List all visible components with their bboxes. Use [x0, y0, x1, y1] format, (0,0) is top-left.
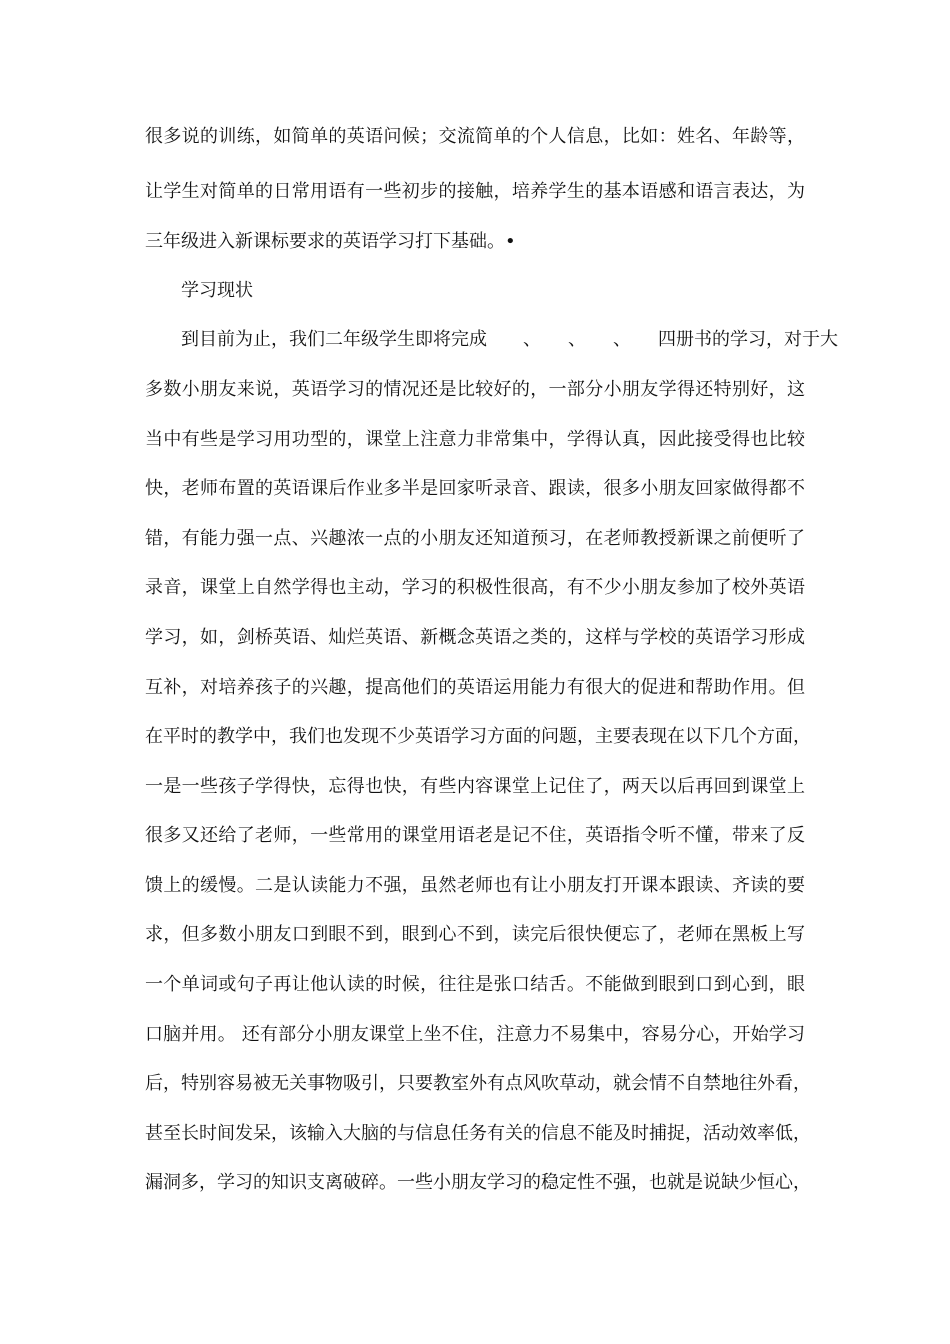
paragraph-line: 一个单词或句子再让他认读的时候，往往是张口结舌。不能做到眼到口到心到，眼 [145, 974, 805, 995]
paragraph-line: 学习，如，剑桥英语、灿烂英语、新概念英语之类的，这样与学校的英语学习形成 [145, 627, 805, 648]
paragraph-line: 到目前为止，我们二年级学生即将完成 、 、 、 四册书的学习，对于大 [181, 329, 838, 350]
paragraph-line: 互补，对培养孩子的兴趣，提高他们的英语运用能力有很大的促进和帮助作用。但 [145, 677, 805, 698]
paragraph-line: 当中有些是学习用功型的，课堂上注意力非常集中，学得认真，因此接受得也比较 [145, 429, 805, 450]
paragraph-line: 漏洞多，学习的知识支离破碎。一些小朋友学习的稳定性不强，也就是说缺少恒心， [145, 1172, 811, 1193]
section-heading: 学习现状 [181, 280, 253, 301]
paragraph-line: 在平时的教学中，我们也发现不少英语学习方面的问题，主要表现在以下几个方面， [145, 726, 811, 747]
paragraph-line: 让学生对简单的日常用语有一些初步的接触，培养学生的基本语感和语言表达，为 [145, 181, 805, 202]
paragraph-line: 口脑并用。 还有部分小朋友课堂上坐不住，注意力不易集中，容易分心，开始学习 [145, 1024, 805, 1045]
paragraph-line: 求，但多数小朋友口到眼不到，眼到心不到，读完后很快便忘了，老师在黑板上写 [145, 924, 805, 945]
paragraph-line: 一是一些孩子学得快，忘得也快，有些内容课堂上记住了，两天以后再回到课堂上 [145, 776, 805, 797]
paragraph-line: 甚至长时间发呆，该输入大脑的与信息任务有关的信息不能及时捕捉，活动效率低， [145, 1123, 811, 1144]
paragraph-line: 多数小朋友来说，英语学习的情况还是比较好的，一部分小朋友学得还特别好，这 [145, 379, 805, 400]
paragraph-line: 很多又还给了老师，一些常用的课堂用语老是记不住，英语指令听不懂，带来了反 [145, 825, 805, 846]
paragraph-line: 录音，课堂上自然学得也主动，学习的积极性很高，有不少小朋友参加了校外英语 [145, 577, 805, 598]
paragraph-line: 后，特别容易被无关事物吸引，只要教室外有点风吹草动，就会情不自禁地往外看， [145, 1073, 811, 1094]
paragraph-line: 很多说的训练，如简单的英语问候；交流简单的个人信息，比如：姓名、年龄等， [145, 126, 805, 147]
paragraph-line: 快，老师布置的英语课后作业多半是回家听录音、跟读，很多小朋友回家做得都不 [145, 478, 805, 499]
paragraph-line: 馈上的缓慢。二是认读能力不强，虽然老师也有让小朋友打开课本跟读、齐读的要 [145, 875, 805, 896]
paragraph-line: 三年级进入新课标要求的英语学习打下基础。• [145, 231, 516, 252]
paragraph-line: 错，有能力强一点、兴趣浓一点的小朋友还知道预习，在老师教授新课之前便听了 [145, 528, 805, 549]
